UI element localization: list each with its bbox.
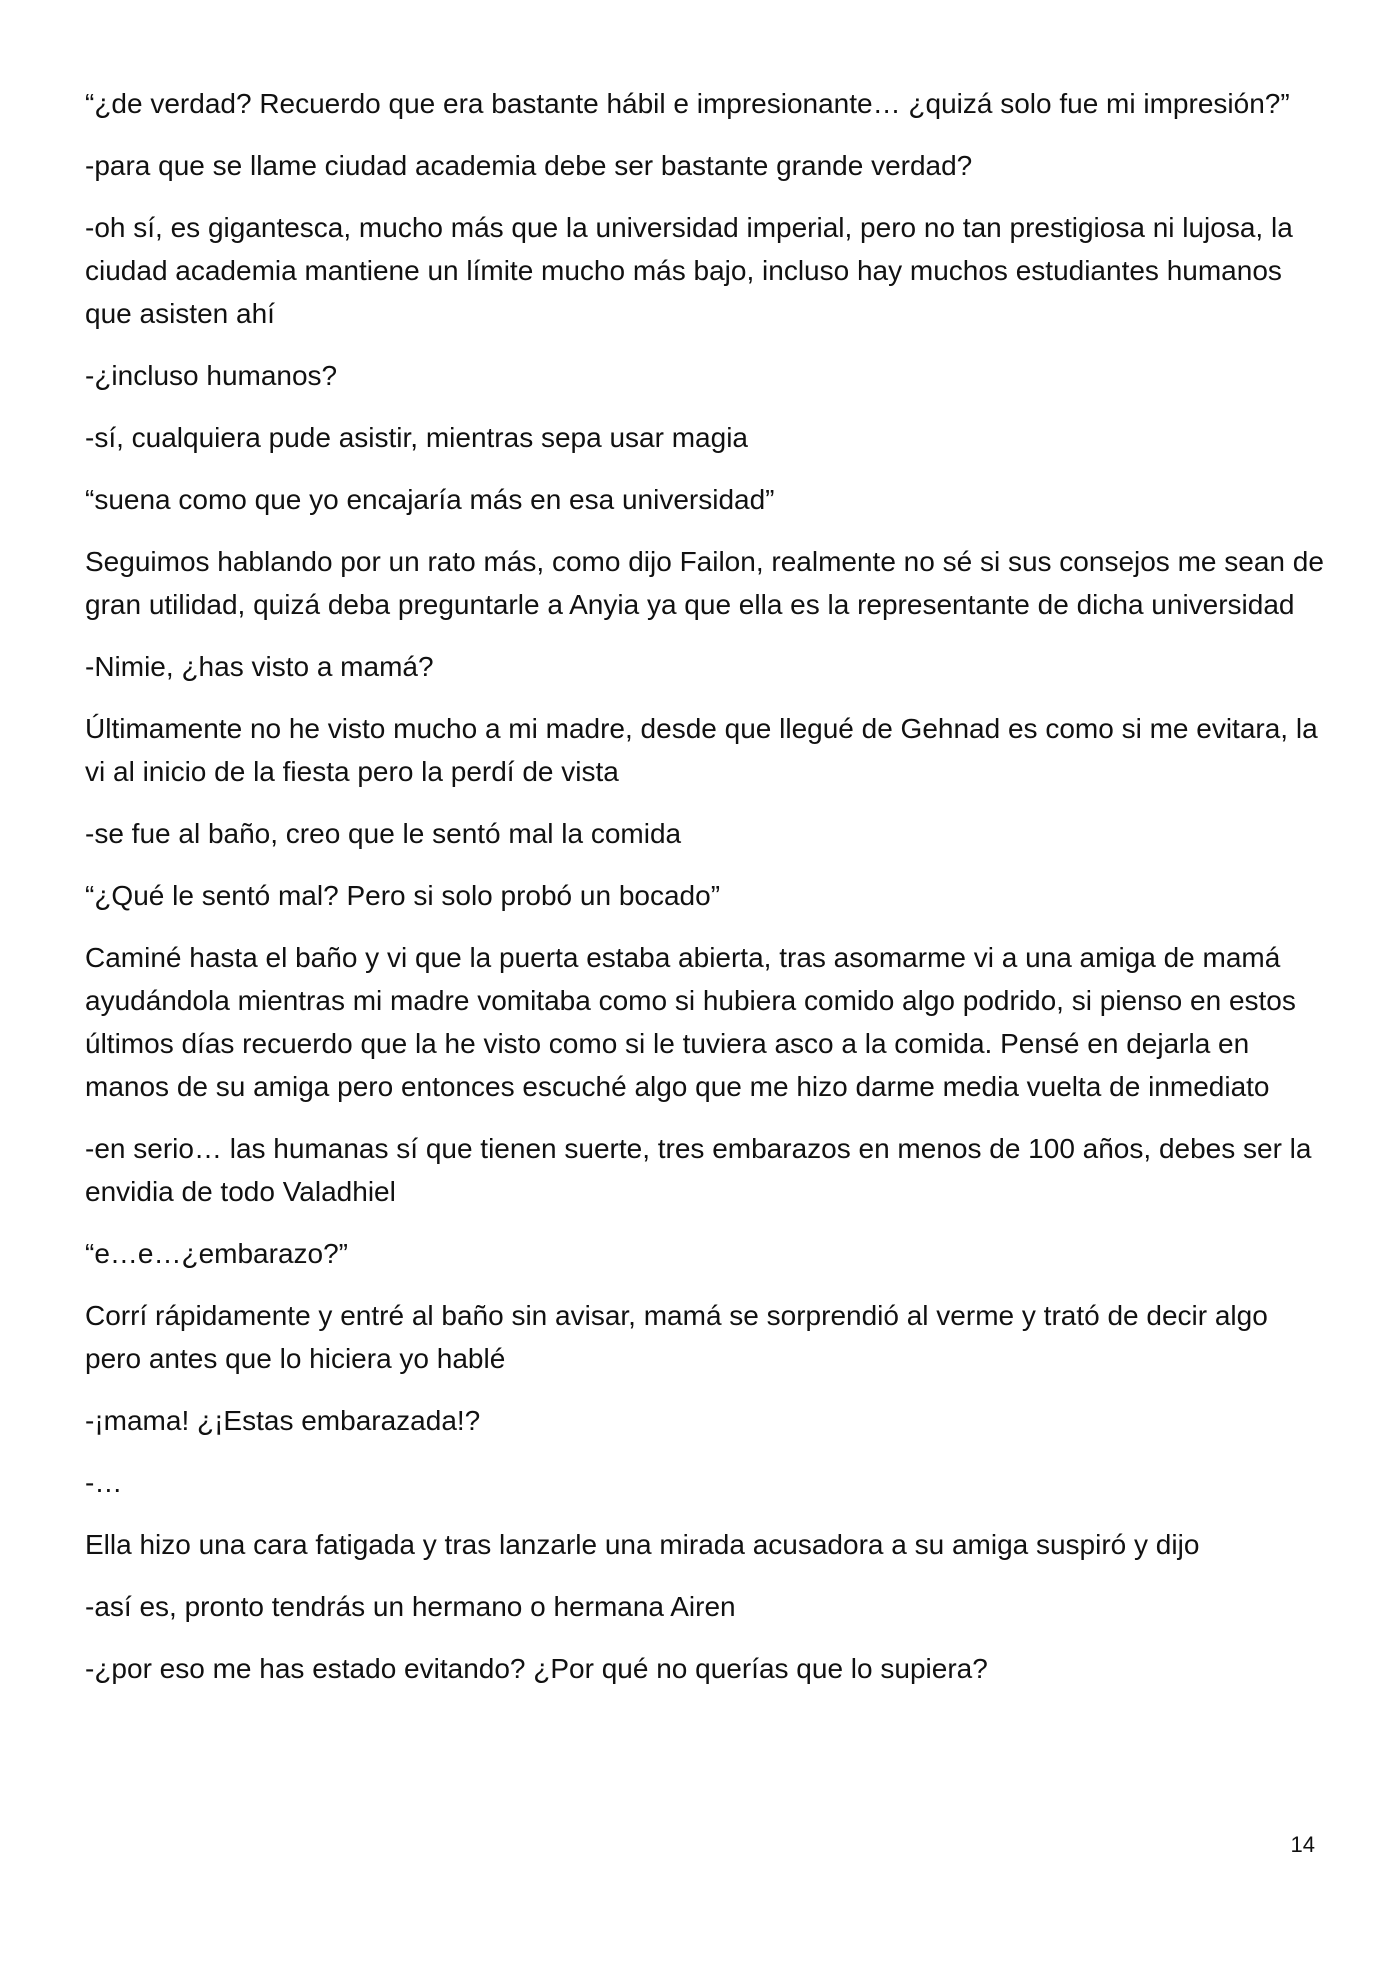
paragraph: -se fue al baño, creo que le sentó mal la comida (85, 818, 682, 849)
paragraph: “¿Qué le sentó mal? Pero si solo probó un bocado” (85, 880, 721, 911)
paragraph: -¿por eso me has estado evitando? ¿Por qué no querías que lo supiera? (85, 1653, 988, 1684)
paragraph: -Nimie, ¿has visto a mamá? (85, 651, 434, 682)
paragraph: -¡mama! ¿¡Estas embarazada!? (85, 1405, 481, 1436)
paragraph: “¿de verdad? Recuerdo que era bastante hábil e impresionante… ¿quizá solo fue mi impresión?” (85, 88, 1290, 119)
paragraph: Caminé hasta el baño y vi que la puerta estaba abierta, tras asomarme vi a una amiga de mamá ayudándola mientras mi madre vomitaba como si hubiera comido algo podrido, si pienso en estos últimos días recuerdo que la he visto como si le tuviera asco a la comida. Pensé en dejarla en manos de su amiga pero entonces escuché algo que me hizo darme media vuelta de inmediato (85, 942, 1304, 1102)
paragraph: Últimamente no he visto mucho a mi madre, desde que llegué de Gehnad es como si me evitara, la vi al inicio de la fiesta pero la perdí de vista (85, 713, 1326, 787)
paragraph: Corrí rápidamente y entré al baño sin avisar, mamá se sorprendió al verme y trató de decir algo pero antes que lo hiciera yo hablé (85, 1300, 1276, 1374)
paragraph: -para que se llame ciudad academia debe ser bastante grande verdad? (85, 150, 973, 181)
paragraph: -¿incluso humanos? (85, 360, 338, 391)
paragraph: -oh sí, es gigantesca, mucho más que la universidad imperial, pero no tan prestigiosa ni lujosa, la ciudad academia mantiene un límite mucho más bajo, incluso hay muchos estudiantes humanos que asisten ahí (85, 212, 1301, 329)
paragraph: -así es, pronto tendrás un hermano o hermana Airen (85, 1591, 736, 1622)
text-body (85, 82, 1330, 1709)
paragraph: Seguimos hablando por un rato más, como dijo Failon, realmente no sé si sus consejos me sean de gran utilidad, quizá deba preguntarle a Anyia ya que ella es la representante de dicha universidad (85, 546, 1332, 620)
paragraph: -sí, cualquiera pude asistir, mientras sepa usar magia (85, 422, 748, 453)
paragraph: -… (85, 1467, 123, 1498)
paragraph: -en serio… las humanas sí que tienen suerte, tres embarazos en menos de 100 años, debes ser la envidia de todo Valadhiel (85, 1133, 1320, 1207)
page-number: 14 (1290, 1832, 1315, 1857)
paragraph: “e…e…¿embarazo?” (85, 1238, 348, 1269)
paragraph: Ella hizo una cara fatigada y tras lanzarle una mirada acusadora a su amiga suspiró y dijo (85, 1529, 1200, 1560)
paragraph: “suena como que yo encajaría más en esa universidad” (85, 484, 775, 515)
